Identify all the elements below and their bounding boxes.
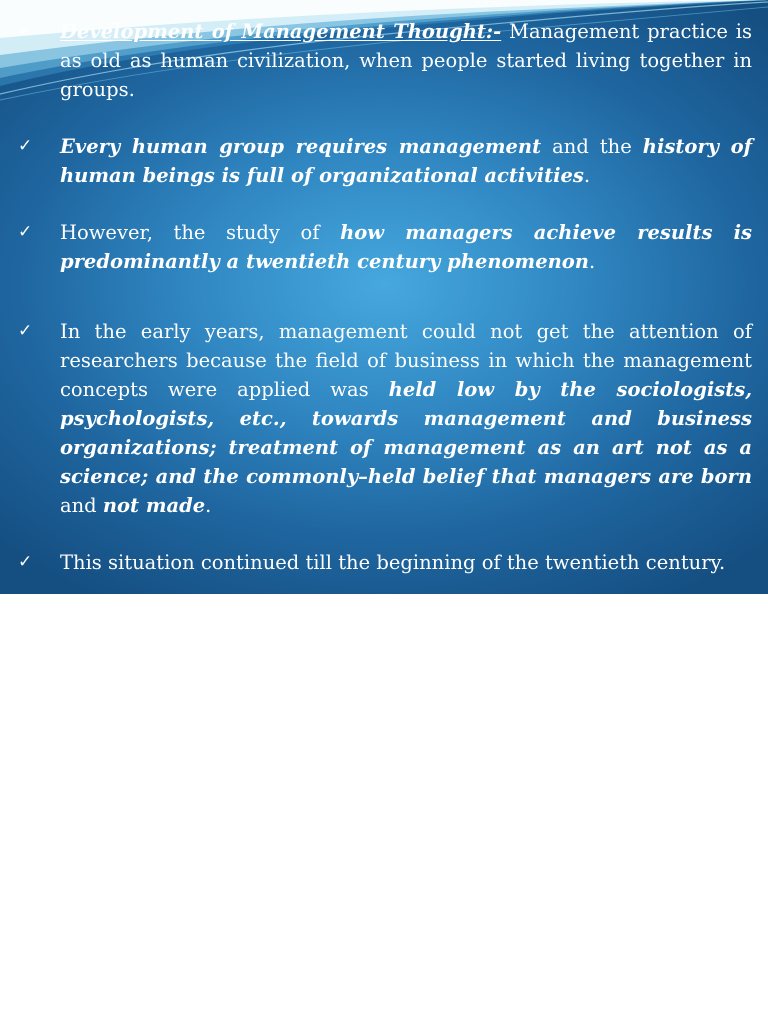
text-segment: and the [541,135,643,158]
checkmark-bullet-icon: ✓ [18,321,33,341]
emphasized-text: Development of Management Thought:- [60,20,502,43]
bullet-text [60,132,752,190]
checkmark-bullet-icon: ✓ [18,136,33,156]
text-segment: However, the study of [60,221,341,244]
text-segment: . [583,164,591,187]
text-segment: In the early years, management could not get the attention of researchers because the field of business in which the management concepts were applied was [60,320,752,401]
bullet-text [60,317,752,520]
checkmark-bullet-icon: ✓ [18,222,33,242]
bullet-text [60,548,752,577]
text-segment: This situation continued till the beginning of the twentieth century. [60,551,726,574]
arrow-bullet-icon: ➢ [18,23,30,39]
bullet-text [60,218,752,276]
emphasized-text: Every human group requires management [60,135,542,158]
text-segment: and [60,494,103,517]
text-segment: Management practice is as old as human civilization, when people started living together in groups. [60,20,753,101]
text-segment: . [588,250,596,273]
emphasized-text: not made [102,494,206,517]
emphasized-text: history of human beings is full of organizational activities [60,135,752,187]
bullet-text [60,17,752,104]
checkmark-bullet-icon: ✓ [18,552,33,572]
emphasized-text: held low by the sociologists, psychologists, etc., towards management and business organizations; treatment of management as an art not as a science; and the commonly–held belief that managers are born [60,378,752,488]
text-segment: . [205,494,212,517]
emphasized-text: how managers achieve results is predominantly a twentieth century phenomenon [60,221,752,273]
